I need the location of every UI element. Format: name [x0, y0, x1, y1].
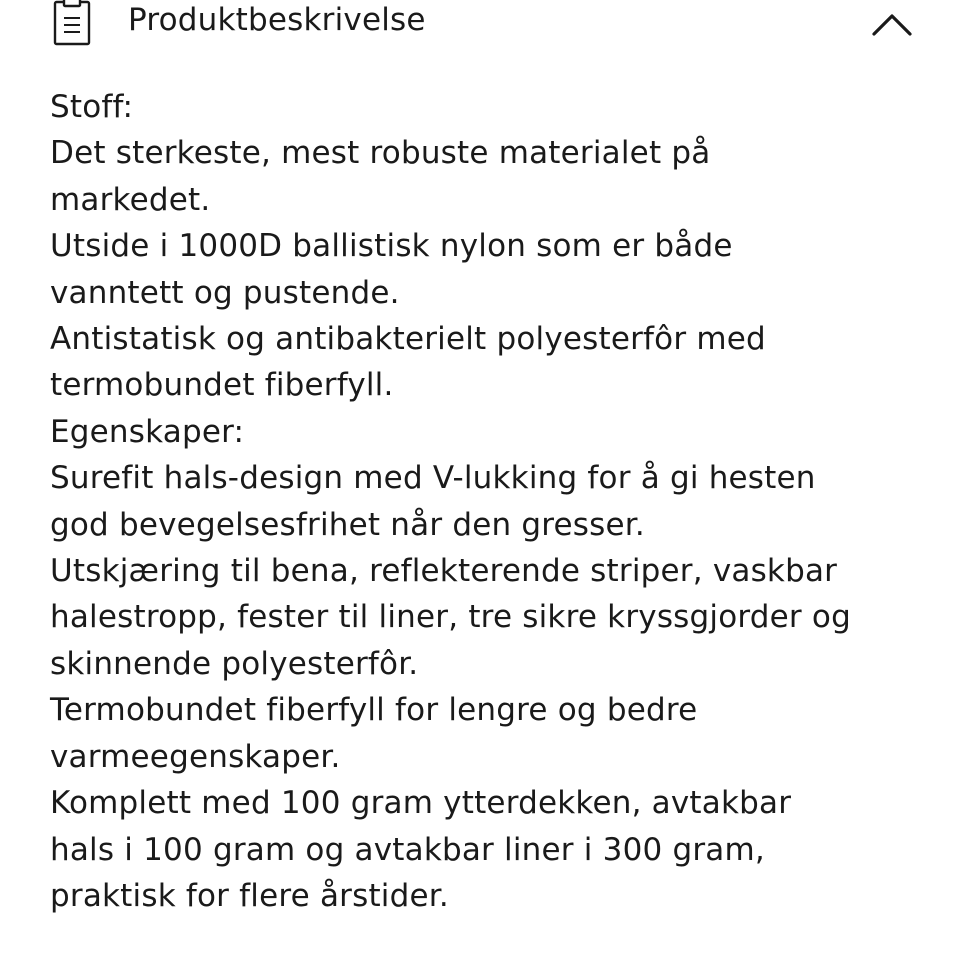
section-title: Produktbeskrivelse — [128, 2, 426, 38]
description-line: Det sterkeste, mest robuste materialet på — [50, 135, 711, 172]
chevron-up-icon — [868, 8, 916, 40]
description-line: Utside i 1000D ballistisk nylon som er både — [50, 228, 733, 265]
description-line: halestropp, fester til liner, tre sikre kryssgjorder og — [50, 599, 851, 636]
description-line: god bevegelsesfrihet når den gresser. — [50, 506, 645, 543]
description-line: skinnende polyesterfôr. — [50, 645, 419, 682]
description-line: Utskjæring til bena, reflekterende striper, vaskbar — [50, 553, 838, 590]
description-line: termobundet fiberfyll. — [50, 367, 394, 404]
description-line: Stoff: — [50, 89, 134, 125]
description-line: vanntett og pustende. — [50, 274, 400, 311]
description-line: praktisk for flere årstider. — [50, 877, 449, 914]
description-line: Komplett med 100 gram ytterdekken, avtakbar — [50, 785, 792, 822]
description-line: varmeegenskaper. — [50, 738, 341, 775]
description-line: Termobundet fiberfyll for lengre og bedre — [50, 692, 698, 729]
product-description-header[interactable] — [0, 0, 960, 50]
collapse-button[interactable] — [868, 8, 916, 40]
clipboard-icon — [52, 0, 92, 46]
description-line: Egenskaper: — [50, 413, 245, 450]
description-line: hals i 100 gram og avtakbar liner i 300 gram, — [50, 831, 765, 868]
description-line: Surefit hals-design med V-lukking for å gi hesten — [50, 460, 816, 497]
product-description-body — [50, 84, 930, 919]
description-line: Antistatisk og antibakterielt polyesterfôr med — [50, 321, 766, 358]
description-line: markedet. — [50, 181, 211, 218]
